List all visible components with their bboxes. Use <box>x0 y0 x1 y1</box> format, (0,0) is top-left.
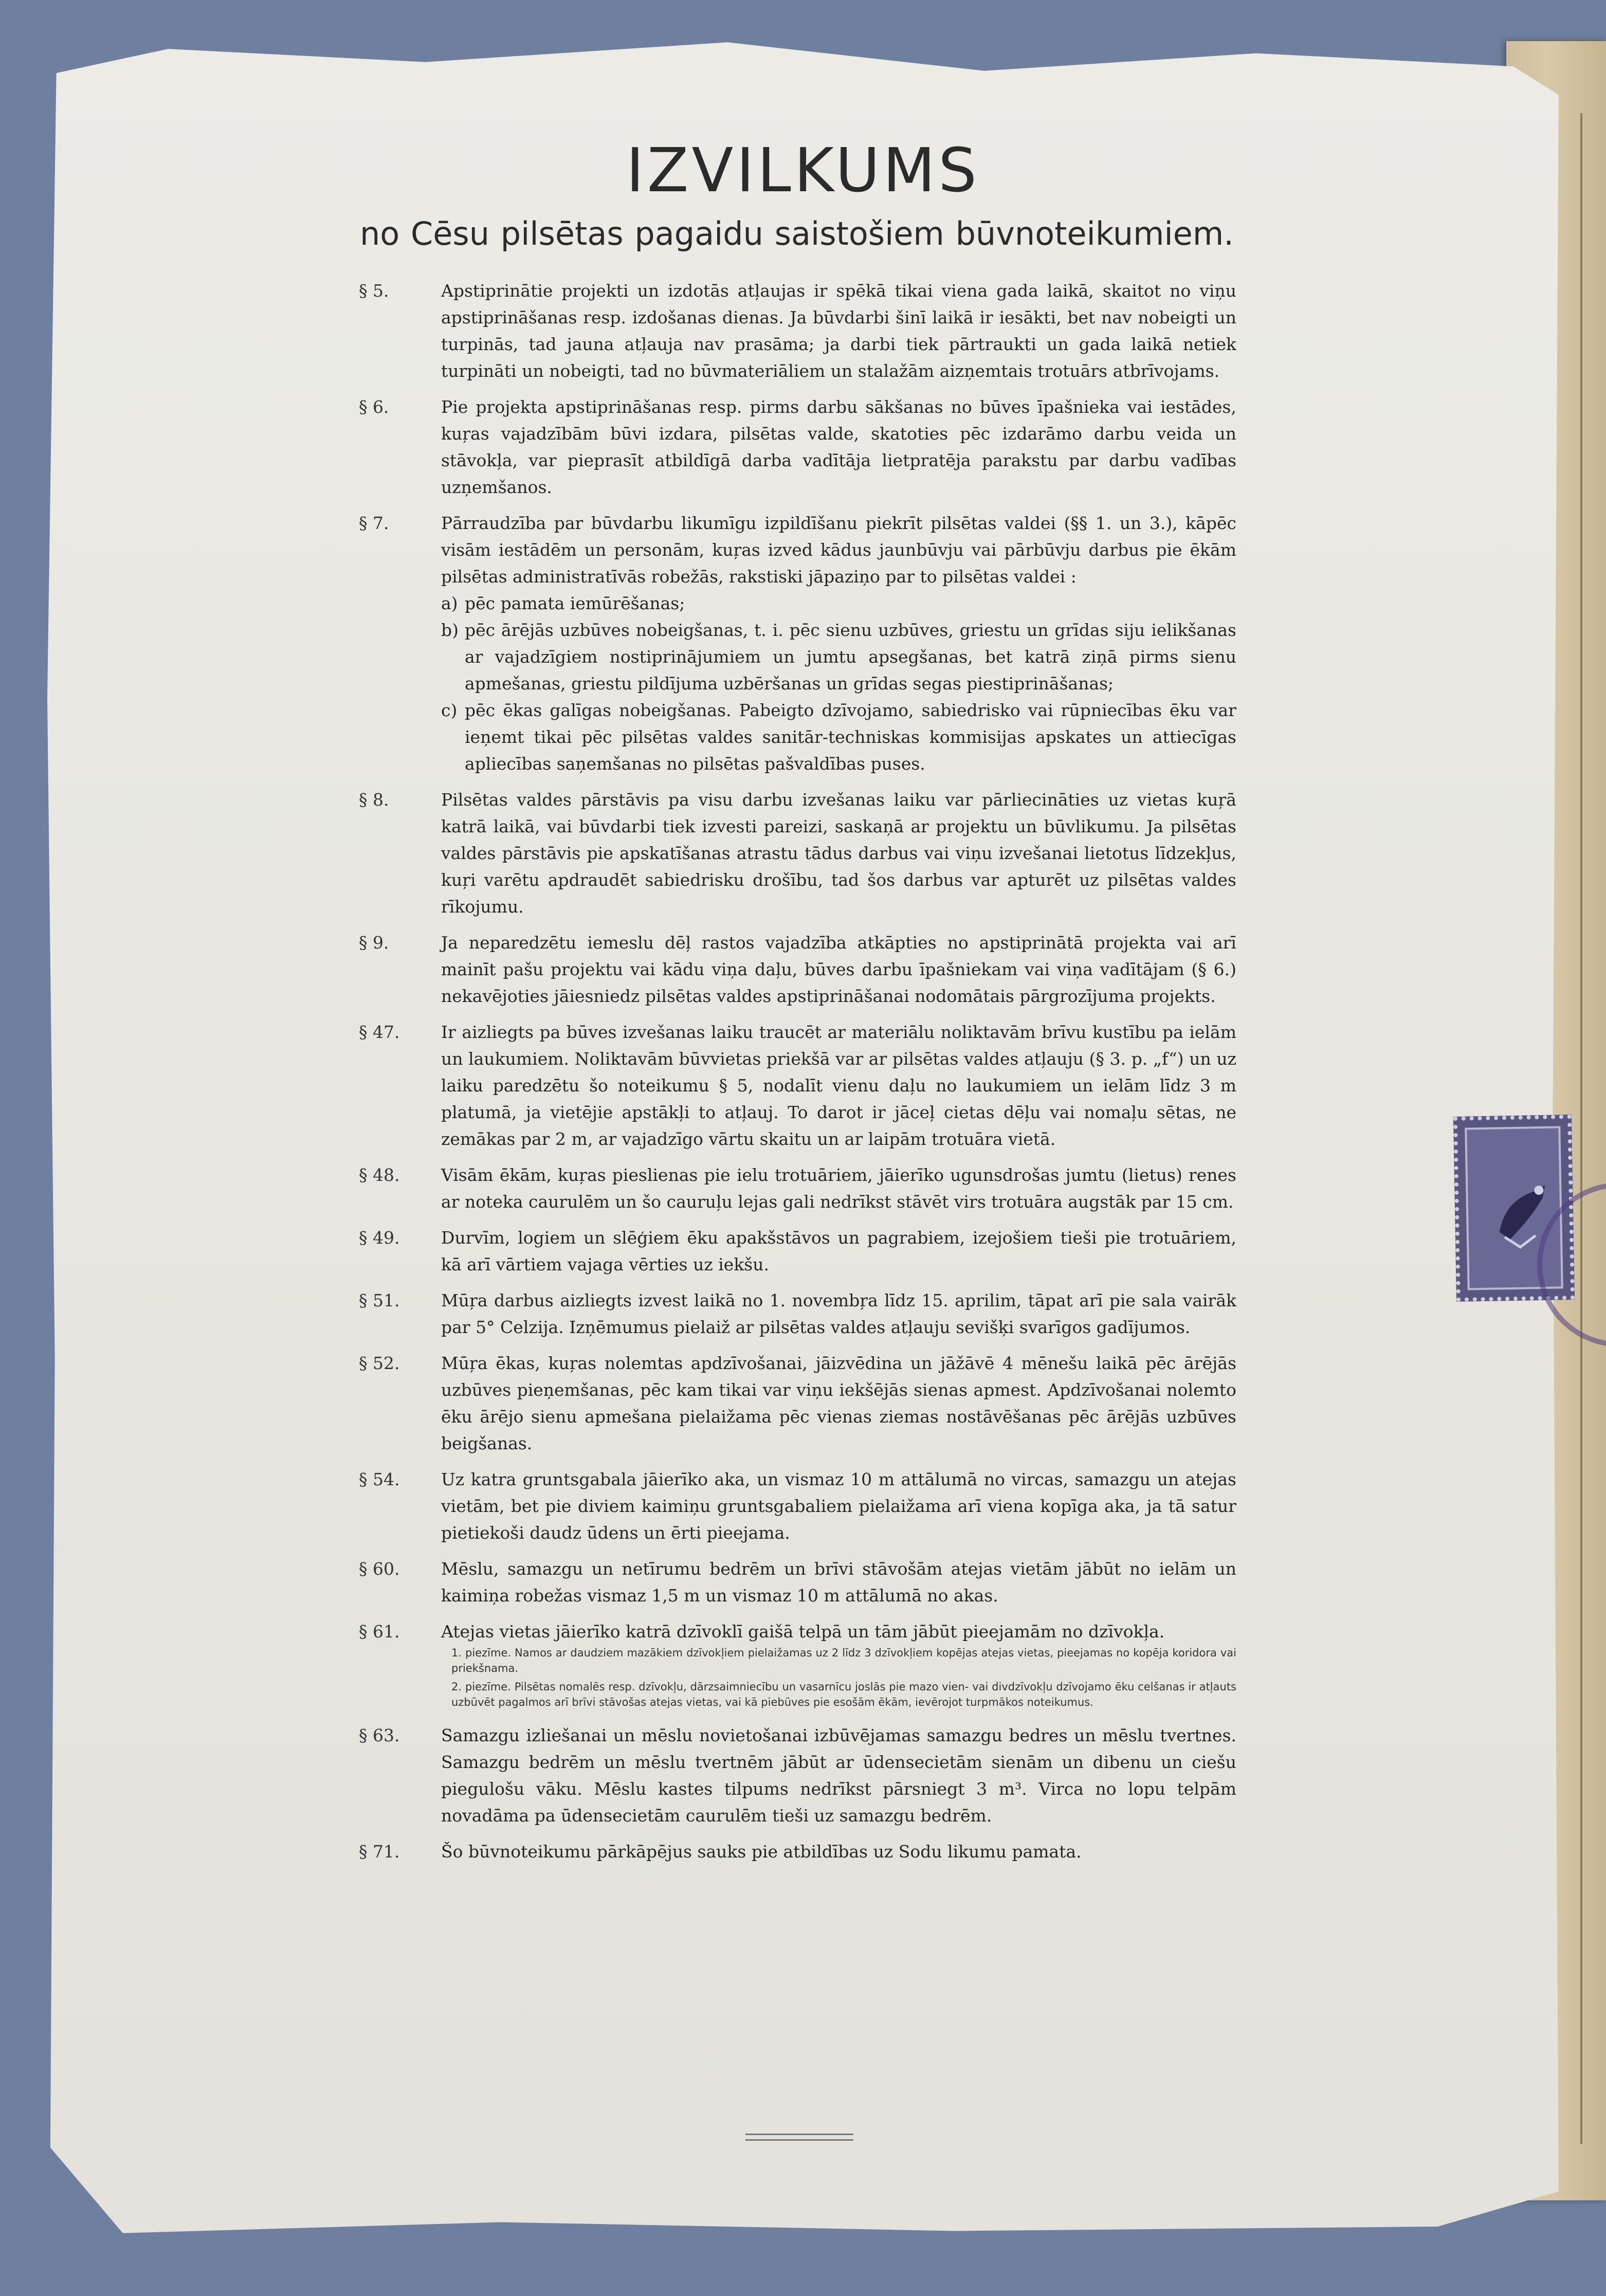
section-text: Samazgu izliešanai un mēslu novietošanai izbūvējamas samazgu bedres un mēslu tvertnes. Samazgu bedrēm un mēslu tvertnēm jābūt ar ūdensecietām sienām un dibenu un ciešu piegulošu vāku. Mēslu kastes tilpums nedrīkst pārsniegt 3 m³. Virca no lopu telpām novadāma pa ūdensecietām caurulēm tieši uz samazgu bedrēm. <box>441 1725 1236 1826</box>
section-content <box>441 394 1236 501</box>
section-number: § 7. <box>359 513 389 533</box>
section-number: § 49. <box>359 1228 400 1248</box>
section-number: § 9. <box>359 933 389 953</box>
section-content <box>441 1162 1236 1215</box>
list-item-label: c) <box>441 700 458 720</box>
section-number: § 60. <box>359 1559 400 1579</box>
section-text: Pilsētas valdes pārstāvis pa visu darbu izvešanas laiku var pārliecināties uz vietas kuŗā katrā laikā, vai būvdarbi tiek izvesti pareizi, saskaņā ar projektu un būvlikumu. Ja pilsētas valdes pārstāvis pie apskatīšanas atrastu tādus darbus vai viņu izvešanai lietotus līdzekļus, kuŗi varētu apdraudēt sabiedrisku drošību, tad šos darbus var apturēt uz pilsētas valdes rīkojumu. <box>441 790 1236 917</box>
section <box>360 1722 1236 1829</box>
section <box>360 1162 1236 1215</box>
section <box>360 930 1236 1010</box>
section-text: Mēslu, samazgu un netīrumu bedrēm un brīvi stāvošām atejas vietām jābūt no ielām un kaimiņa robežas vismaz 1,5 m un vismaz 10 m attālumā no akas. <box>441 1559 1236 1606</box>
section-number: § 5. <box>359 281 389 301</box>
section <box>360 1556 1236 1609</box>
section-content <box>441 1556 1236 1609</box>
section-content <box>441 787 1236 920</box>
section <box>360 510 1236 777</box>
list-item <box>441 617 1236 697</box>
list-item-text: pēc pamata iemūrēšanas; <box>465 593 685 613</box>
section-number: § 47. <box>359 1022 400 1042</box>
section <box>360 1838 1236 1865</box>
section-text: Mūŗa ēkas, kuŗas nolemtas apdzīvošanai, jāizvēdina un jāžāvē 4 mēnešu laikā pēc ārējās uzbūves pieņemšanas, pēc kam tikai var viņu iekšējās sienas apmest. Apdzīvošanai nolemto ēku ārējo sienu apmešana pielaižama pēc vienas ziemas nostāvēšanas pēc ārējās uzbūves beigšanas. <box>441 1353 1236 1453</box>
section <box>360 1287 1236 1341</box>
section-text: Šo būvnoteikumu pārkāpējus sauks pie atbildības uz Sodu likumu pamata. <box>441 1842 1082 1862</box>
section-text: Visām ēkām, kuŗas pieslienas pie ielu trotuāriem, jāierīko ugunsdrošas jumtu (lietus) renes ar noteka caurulēm un šo cauruļu lejas gali nedrīkst stāvēt virs trotuāra augstāk par 15 cm. <box>441 1165 1236 1212</box>
list-item-text: pēc ārējās uzbūves nobeigšanas, t. i. pēc sienu uzbūves, griestu un grīdas siju ielikšanas ar vajadzīgiem nostiprinājumiem un jumtu apsegšanas, bet katrā ziņā pirms sienu apmešanas, griestu pildījuma uzbēršanas un grīdas segas piestiprināšanas; <box>465 620 1236 694</box>
section-text: Ja neparedzētu iemeslu dēļ rastos vajadzība atkāpties no apstiprinātā projekta vai arī mainīt pašu projektu vai kādu viņa daļu, būves darbu īpašniekam vai viņa vadītājam (§ 6.) nekavējoties jāiesniedz pilsētas valdes apstiprināšanai nodomātais pārgrozījuma projekts. <box>441 933 1236 1006</box>
section-text: Pie projekta apstiprināšanas resp. pirms darbu sākšanas no būves īpašnieka vai iestādes, kuŗas vajadzībām būvi izdara, pilsētas valde, skatoties pēc izdarāmo darbu veida un stāvokļa, var pieprasīt atbildīgā darba vadītāja lietpratēja parakstu par darbu vadības uzņemšanos. <box>441 397 1236 497</box>
list-item <box>441 697 1236 777</box>
section-number: § 51. <box>359 1290 400 1310</box>
section-number: § 71. <box>359 1842 400 1862</box>
section-number: § 54. <box>359 1469 400 1489</box>
section-text: Uz katra gruntsgabala jāierīko aka, un vismaz 10 m attālumā no vircas, samazgu un atejas vietām, bet pie diviem kaimiņu gruntsgabaliem pielaižama arī viena kopīga aka, ja tā satur pietiekoši daudz ūdens un ērti pieejama. <box>441 1469 1236 1543</box>
section <box>360 1225 1236 1278</box>
section-content <box>441 1350 1236 1457</box>
footnote: 1. piezīme. Namos ar daudziem mazākiem dzīvokļiem pielaižamas uz 2 līdz 3 dzīvokļiem kopējas atejas vietas, pieejamas no kopēja koridora vai priekšnama. <box>451 1647 1236 1674</box>
section-number: § 63. <box>359 1725 400 1745</box>
section-number: § 48. <box>359 1165 400 1185</box>
section <box>360 278 1236 385</box>
list-item-text: pēc ēkas galīgas nobeigšanas. Pabeigto dzīvojamo, sabiedrisko vai rūpniecības ēku var ieņemt tikai pēc pilsētas valdes sanitār-techniskas kommisijas apskates un attiecīgas apliecības saņemšanas no pilsētas pašvaldības puses. <box>465 700 1236 774</box>
section-text: Durvīm, logiem un slēģiem ēku apakšstāvos un pagrabiem, izejošiem tieši pie trotuāriem, kā arī vārtiem vajaga vērties uz iekšu. <box>441 1228 1236 1274</box>
section-content <box>441 1838 1236 1865</box>
end-divider <box>745 2134 853 2141</box>
sections-list <box>360 278 1236 1874</box>
footnote: 2. piezīme. Pilsētas nomalēs resp. dzīvokļu, dārzsaimniecību un vasarnīcu joslās pie mazo vien- vai divdzīvokļu dzīvojamo ēku celšanas ir atļauts uzbūvēt pagalmos arī brīvi stāvošas atejas vietas, vai kā piebūves pie esošām ēkām, ievērojot turpmākos noteikumus. <box>451 1681 1236 1708</box>
section-number: § 61. <box>359 1621 400 1642</box>
list-item-label: b) <box>441 620 459 640</box>
section <box>360 1466 1236 1546</box>
section <box>360 1350 1236 1457</box>
section-text: Atejas vietas jāierīko katrā dzīvoklī gaišā telpā un tām jābūt pieejamām no dzīvokļa. <box>441 1621 1165 1642</box>
section-number: § 6. <box>359 397 389 417</box>
section-content <box>441 1287 1236 1341</box>
document-title: IZVILKUMS <box>626 135 980 206</box>
section-content <box>441 510 1236 777</box>
section-content <box>441 1618 1236 1713</box>
section-text: Apstiprinātie projekti un izdotās atļaujas ir spēkā tikai viena gada laikā, skaitot no viņu apstiprināšanas resp. izdošanas dienas. Ja būvdarbi šinī laikā ir iesākti, bet nav nobeigti un turpinās, tad jauna atļauja nav prasāma; ja darbi tiek pārtraukti un gada laikā netiek turpināti un nobeigti, tad no būvmateriāliem un stalažām aizņemtais trotuārs atbrīvojams. <box>441 281 1236 381</box>
section-text: Pārraudzība par būvdarbu likumīgu izpildīšanu piekrīt pilsētas valdei (§§ 1. un 3.), kāpēc visām iestādēm un personām, kuŗas izved kādus jaunbūvju vai pārbūvju darbus pie ēkām pilsētas administratīvās robežās, rakstiski jāpaziņo par to pilsētas valdei : <box>441 513 1236 587</box>
section-content <box>441 278 1236 385</box>
section-number: § 8. <box>359 790 389 810</box>
section-text: Mūŗa darbus aizliegts izvest laikā no 1. novembŗa līdz 15. aprilim, tāpat arī pie sala vairāk par 5° Celzija. Izņēmumus pielaiž ar pilsētas valdes atļauju sevišķi svarīgos gadījumos. <box>441 1290 1236 1337</box>
section <box>360 1019 1236 1153</box>
section-content <box>441 1019 1236 1153</box>
section <box>360 1618 1236 1713</box>
section-content <box>441 1225 1236 1278</box>
section-content <box>441 930 1236 1010</box>
section <box>360 787 1236 920</box>
section <box>360 394 1236 501</box>
section-number: § 52. <box>359 1353 400 1373</box>
section-text: Ir aizliegts pa būves izvešanas laiku traucēt ar materiālu noliktavām brīvu kustību pa ielām un laukumiem. Noliktavām būvvietas priekšā var ar pilsētas valdes atļauju (§ 3. p. „f“) un uz laiku paredzētu šo noteikumu § 5, nodalīt vienu daļu no laukumiem un ielām līdz 3 m platumā, ja vietējie apstākļi to atļauj. To darot ir jāceļ cietas dēļu vai nomaļu sētas, ne zemākas par 2 m, ar vajadzīgo vārtu skaitu un ar laipām trotuāra vietā. <box>441 1022 1236 1149</box>
section-content <box>441 1466 1236 1546</box>
document-subtitle: no Cēsu pilsētas pagaidu saistošiem būvnoteikumiem. <box>360 215 1234 252</box>
list-item-label: a) <box>441 593 458 613</box>
section-content <box>441 1722 1236 1829</box>
list-item <box>441 590 1236 617</box>
